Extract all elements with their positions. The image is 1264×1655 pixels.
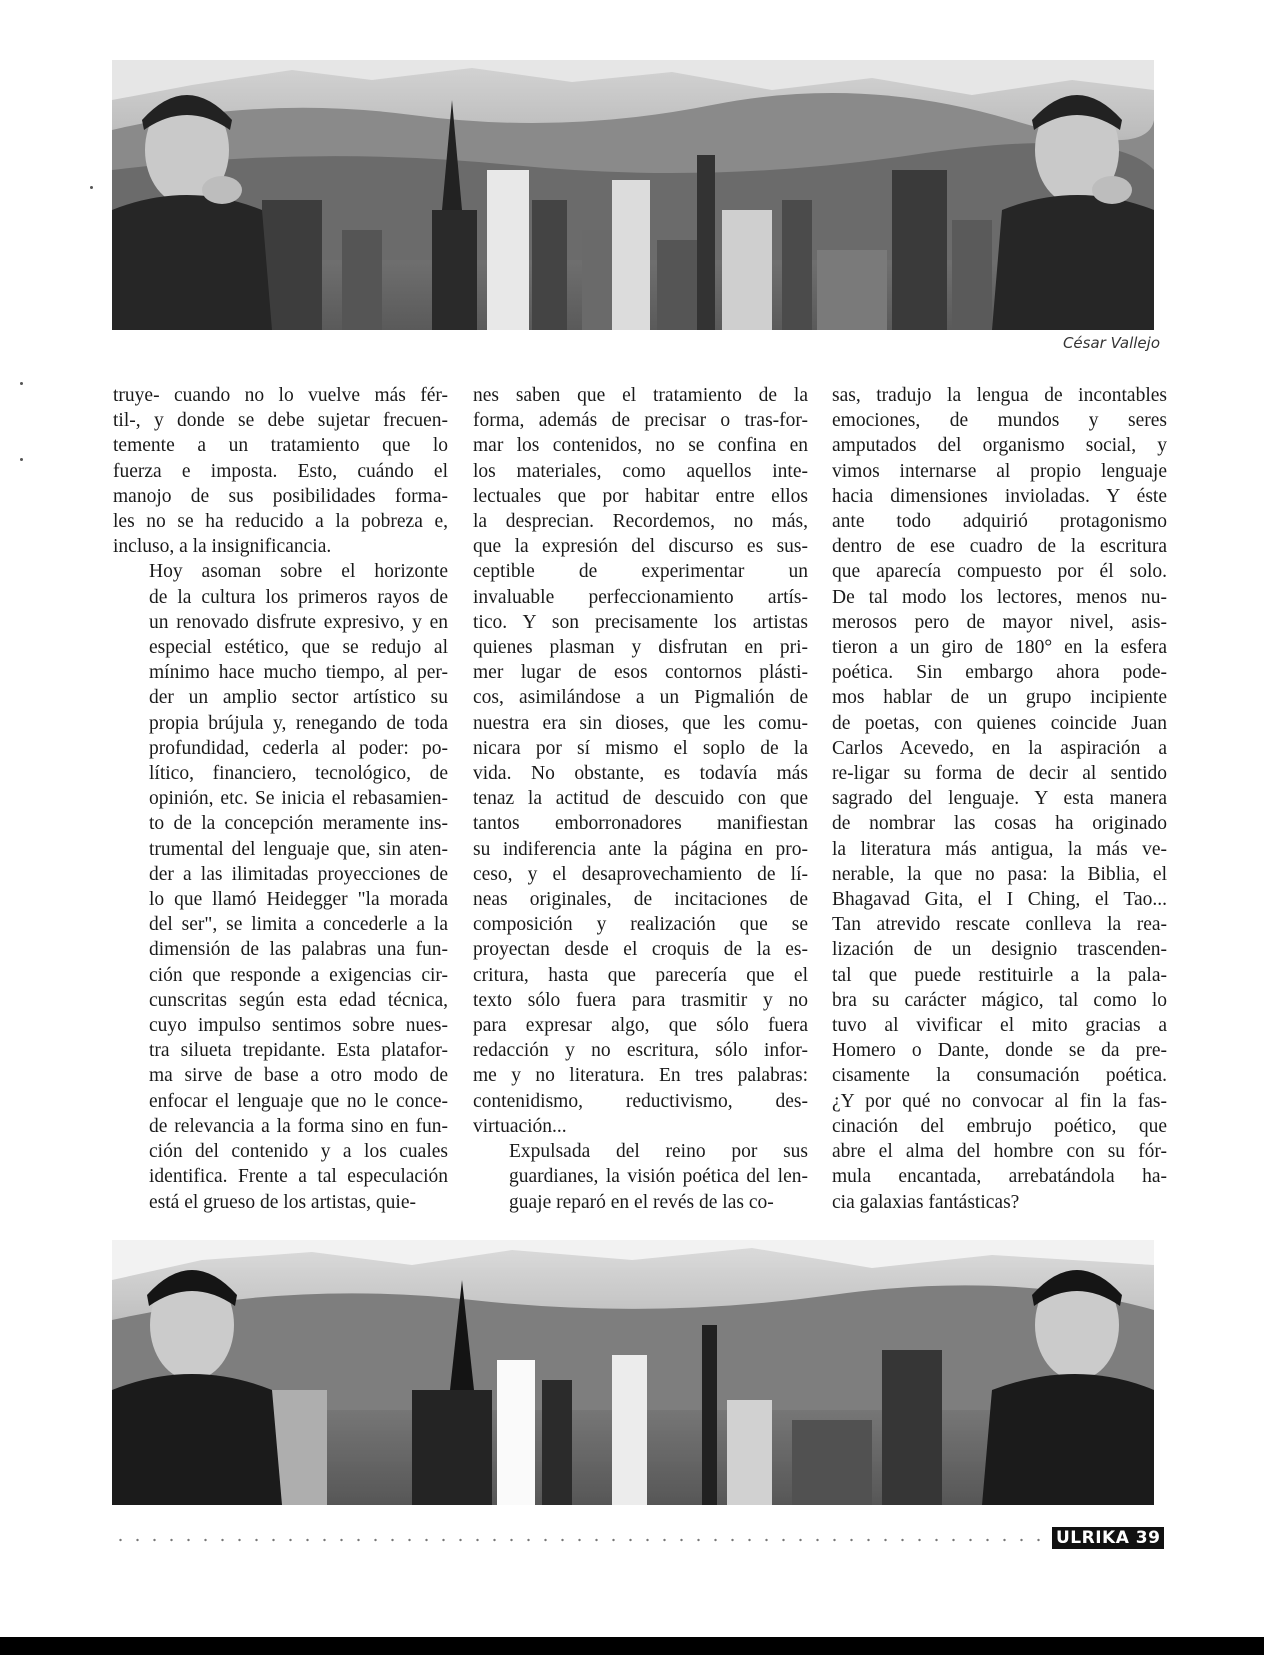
text-line: de la cultura los primeros rayos de	[149, 586, 448, 608]
text-line: tenaz la actitud de descuido con que	[473, 788, 808, 810]
text-line: ma sirve de base a otro modo de	[149, 1065, 448, 1087]
text-line: quienes plasman y disfrutan en pri-	[473, 637, 808, 659]
text-line: mula encantada, arrebatándola ha-	[832, 1166, 1167, 1188]
text-line: ante todo adquirió protagonismo	[832, 511, 1167, 533]
skyline-illustration	[112, 1240, 1154, 1505]
text-line: texto sólo fuera para trasmitir y no	[473, 989, 808, 1011]
text-line: Carlos Acevedo, en la aspiración a	[832, 737, 1167, 759]
bottom-banner-image	[112, 1240, 1154, 1505]
text-line: der a las ilimitadas proyecciones de	[149, 863, 448, 885]
text-line: merosos pero de mayor nivel, asis-	[832, 611, 1167, 633]
text-line: trumental del lenguaje que, sin aten-	[149, 838, 448, 860]
text-line: del ser", se limita a concederle a la	[149, 914, 448, 936]
text-line: manojo de sus posibilidades forma-	[113, 485, 448, 507]
text-line: vimos internarse al propio lenguaje	[832, 460, 1167, 482]
text-line: opinión, etc. Se inicia el rebasamien-	[149, 788, 448, 810]
text-line: ceso, y el desaprovechamiento de lí-	[473, 863, 808, 885]
paragraph	[113, 559, 448, 1214]
text-line: Expulsada del reino por sus	[509, 1141, 808, 1163]
text-line: critura, hasta que parecería que el	[473, 964, 808, 986]
text-line: amputados del organismo social, y	[832, 435, 1167, 457]
text-line: mínimo hace mucho tiempo, al per-	[149, 662, 448, 684]
margin-mark	[20, 382, 23, 385]
text-line: fuerza e imposta. Esto, cuándo el	[113, 460, 448, 482]
paragraph	[113, 383, 448, 559]
text-line: la desprecian. Recordemos, no más,	[473, 511, 808, 533]
text-line: cuyo impulso sentimos sobre nues-	[149, 1015, 448, 1037]
text-line: de poetas, con quienes coincide Juan	[832, 712, 1167, 734]
text-line: emociones, de mundos y seres	[832, 410, 1167, 432]
text-line: les no se ha reducido a la pobreza e,	[113, 511, 448, 533]
text-line: que la expresión del discurso es sus-	[473, 536, 808, 558]
text-line: ción que responde a exigencias cir-	[149, 964, 448, 986]
text-line: cinación del embrujo poético, que	[832, 1115, 1167, 1137]
text-line: nicara por sí mismo el soplo de la	[473, 737, 808, 759]
text-column-1	[113, 383, 448, 1215]
text-line: cunscritas según esta edad técnica,	[149, 989, 448, 1011]
text-line: la literatura más antigua, la más ve-	[832, 838, 1167, 860]
text-line: identifica. Frente a tal especulación	[149, 1166, 448, 1188]
text-line: bra su carácter mágico, tal como lo	[832, 989, 1167, 1011]
skyline-illustration	[112, 60, 1154, 330]
text-line: neas originales, de incitaciones de	[473, 889, 808, 911]
text-line: Bhagavad Gita, el I Ching, el Tao...	[832, 889, 1167, 911]
text-line: de relevancia a la forma sino en fun-	[149, 1115, 448, 1137]
bottom-edge-rule	[0, 1637, 1264, 1655]
paragraph	[473, 1139, 808, 1215]
text-line: tieron a un giro de 180° en la esfera	[832, 637, 1167, 659]
text-line: tantos emborronadores manifiestan	[473, 813, 808, 835]
text-line: re-ligar su forma de decir al sentido	[832, 763, 1167, 785]
top-banner-image	[112, 60, 1154, 330]
text-line: redacción y no escritura, sólo infor-	[473, 1040, 808, 1062]
text-line: mos hablar de un grupo incipiente	[832, 687, 1167, 709]
text-line: temente a un tratamiento que lo	[113, 435, 448, 457]
magazine-page-label: ULRIKA 39	[1052, 1527, 1164, 1549]
text-line: sagrado del lenguaje. Y esta manera	[832, 788, 1167, 810]
margin-mark	[20, 458, 23, 461]
text-line: un renovado disfrute expresivo, y en	[149, 611, 448, 633]
text-line: tal que puede restituirle a la pala-	[832, 964, 1167, 986]
text-line: forma, además de precisar o tras-for-	[473, 410, 808, 432]
text-line: truye- cuando no lo vuelve más fér-	[113, 385, 448, 406]
text-line: incluso, a la insignificancia.	[113, 536, 332, 558]
text-line: abre el alma del hombre con su fór-	[832, 1141, 1167, 1163]
text-line: lo que llamó Heidegger "la morada	[149, 889, 448, 911]
text-line: cisamente la consumación poética.	[832, 1065, 1167, 1087]
text-column-2	[473, 383, 808, 1215]
text-line: ceptible de experimentar un	[473, 561, 808, 583]
text-line: profundidad, cederla al poder: po-	[149, 737, 448, 759]
text-line: vida. No obstante, es todavía más	[473, 763, 808, 785]
paragraph	[832, 383, 1167, 1215]
image-caption: César Vallejo	[1062, 334, 1160, 352]
text-line: guaje reparó en el revés de las co-	[509, 1191, 774, 1213]
text-line: Hoy asoman sobre el horizonte	[149, 561, 448, 583]
text-line: cia galaxias fantásticas?	[832, 1191, 1020, 1213]
text-line: De tal modo los lectores, menos nu-	[832, 586, 1167, 608]
text-line: hacia dimensiones invioladas. Y éste	[832, 485, 1167, 507]
text-line: lectuales que por habitar entre ellos	[473, 485, 808, 507]
text-column-3	[832, 383, 1167, 1215]
text-line: su indiferencia ante la página en pro-	[473, 838, 808, 860]
text-line: dentro de ese cuadro de la escritura	[832, 536, 1167, 558]
text-line: ¿Y por qué no convocar al fin la fas-	[832, 1090, 1167, 1112]
text-line: virtuación...	[473, 1115, 567, 1137]
text-line: ción del contenido y a los cuales	[149, 1141, 448, 1163]
text-line: tico. Y son precisamente los artistas	[473, 611, 808, 633]
paragraph	[473, 383, 808, 1139]
text-line: proyectan desde el croquis de la es-	[473, 939, 808, 961]
text-line: lización de un designio trascenden-	[832, 939, 1167, 961]
text-line: nuestra era sin dioses, que les comu-	[473, 712, 808, 734]
text-line: propia brújula y, renegando de toda	[149, 712, 448, 734]
text-line: der un amplio sector artístico su	[149, 687, 448, 709]
margin-mark	[90, 186, 93, 189]
text-line: nes saben que el tratamiento de la	[473, 385, 808, 406]
text-line: contenidismo, reductivismo, des-	[473, 1090, 808, 1112]
text-line: sas, tradujo la lengua de incontables	[832, 385, 1167, 406]
text-line: enfocar el lenguaje que no le conce-	[149, 1090, 448, 1112]
text-line: Homero o Dante, donde se da pre-	[832, 1040, 1167, 1062]
text-line: los materiales, como aquellos inte-	[473, 460, 808, 482]
text-line: tuvo al vivificar el mito gracias a	[832, 1015, 1167, 1037]
text-line: tra silueta trepidante. Esta platafor-	[149, 1040, 448, 1062]
text-line: to de la concepción meramente ins-	[149, 813, 448, 835]
text-line: nerable, la que no pasa: la Biblia, el	[832, 863, 1167, 885]
text-line: dimensión de las palabras una fun-	[149, 939, 448, 961]
text-line: de nombrar las cosas ha originado	[832, 813, 1167, 835]
text-line: que aparecía compuesto por él solo.	[832, 561, 1167, 583]
text-line: me y no literatura. En tres palabras:	[473, 1065, 808, 1087]
text-line: Tan atrevido rescate conlleva la rea-	[832, 914, 1167, 936]
text-line: cos, asimilándose a un Pigmalión de	[473, 687, 808, 709]
footer-dot-rule	[112, 1538, 1042, 1542]
text-line: lítico, financiero, tecnológico, de	[149, 763, 448, 785]
text-line: invaluable perfeccionamiento artís-	[473, 586, 808, 608]
text-line: til-, y donde se debe sujetar frecuen-	[113, 410, 448, 432]
text-line: mar los contenidos, no se confina en	[473, 435, 808, 457]
text-line: poética. Sin embargo ahora pode-	[832, 662, 1167, 684]
text-line: está el grueso de los artistas, quie-	[149, 1191, 416, 1213]
text-line: especial estético, que se redujo al	[149, 637, 448, 659]
text-line: mer lugar de esos contornos plásti-	[473, 662, 808, 684]
text-line: guardianes, la visión poética del len-	[509, 1166, 808, 1188]
text-line: para expresar algo, que sólo fuera	[473, 1015, 808, 1037]
text-line: composición y realización que se	[473, 914, 808, 936]
